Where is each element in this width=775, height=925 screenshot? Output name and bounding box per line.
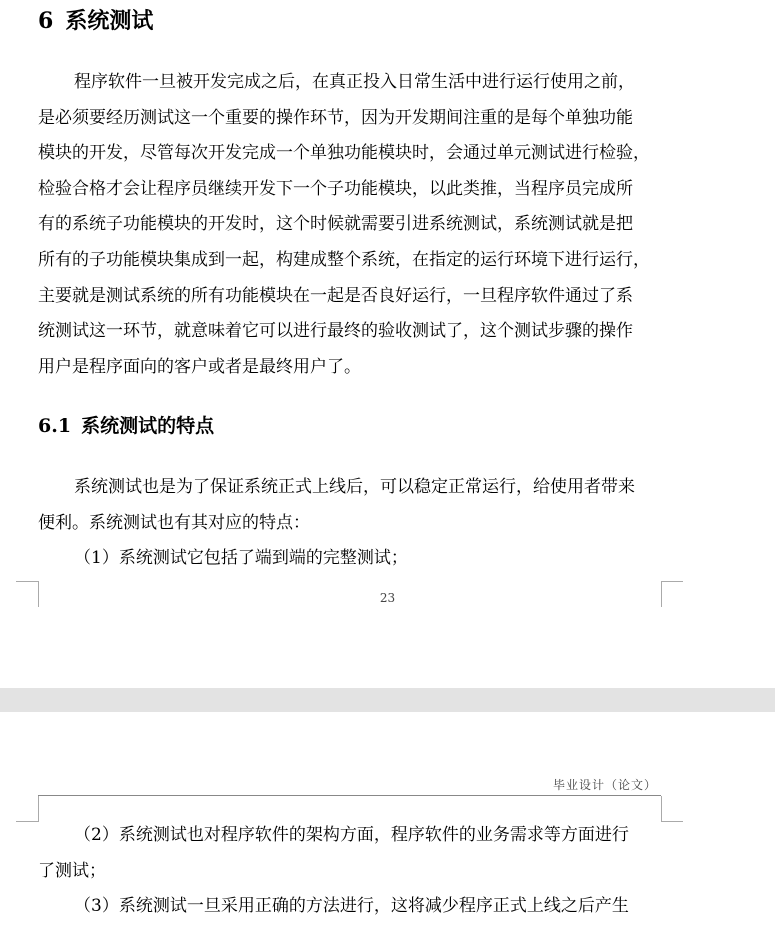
paragraph-line: 便利。系统测试也有其对应的特点： [38,512,310,533]
document-page-24 [0,712,775,924]
paragraph-line: 了测试； [38,860,106,881]
chapter-number: 6 [38,8,54,34]
page-gap [0,688,775,712]
paragraph-line: 是必须要经历测试这一个重要的操作环节，因为开发期间注重的是每个单独功能 [38,107,633,128]
chapter-heading [38,6,153,36]
page-number: 23 [379,591,396,605]
section-number: 6.1 [38,415,72,437]
page-header: 毕业设计（论文） [552,778,657,792]
header-rule [38,795,661,796]
paragraph-line: 有的系统子功能模块的开发时，这个时候就需要引进系统测试，系统测试就是把 [38,214,633,235]
chapter-title: 系统测试 [65,8,154,34]
continued-paragraph [38,818,663,925]
features-paragraph [38,470,663,577]
list-item: （1）系统测试它包括了端到端的完整测试； [74,548,408,569]
paragraph-line: 所有的子功能模块集成到一起，构建成整个系统，在指定的运行环境下进行运行， [38,249,650,270]
paragraph-line: 系统测试也是为了保证系统正式上线后，可以稳定正常运行，给使用者带来 [74,477,635,497]
paragraph-line: 统测试这一环节，就意味着它可以进行最终的验收测试了，这个测试步骤的操作 [38,321,633,342]
paragraph-line: 模块的开发，尽管每次开发完成一个单独功能模块时，会通过单元测试进行检验， [38,143,650,164]
paragraph-line: 程序软件一旦被开发完成之后，在真正投入日常生活中进行运行使用之前， [74,72,635,92]
paragraph-line: 主要就是测试系统的所有功能模块在一起是否良好运行，一旦程序软件通过了系 [38,285,633,306]
section-heading [38,411,214,441]
paragraph-line: 检验合格才会让程序员继续开发下一个子功能模块，以此类推，当程序员完成所 [38,178,633,199]
list-item: （3）系统测试一旦采用正确的方法进行，这将减少程序正式上线之后产生 [74,896,629,917]
paragraph-line: 用户是程序面向的客户或者是最终用户了。 [38,356,361,377]
list-item: （2）系统测试也对程序软件的架构方面，程序软件的业务需求等方面进行 [74,825,629,845]
section-title: 系统测试的特点 [81,415,215,437]
intro-paragraph [38,65,663,385]
